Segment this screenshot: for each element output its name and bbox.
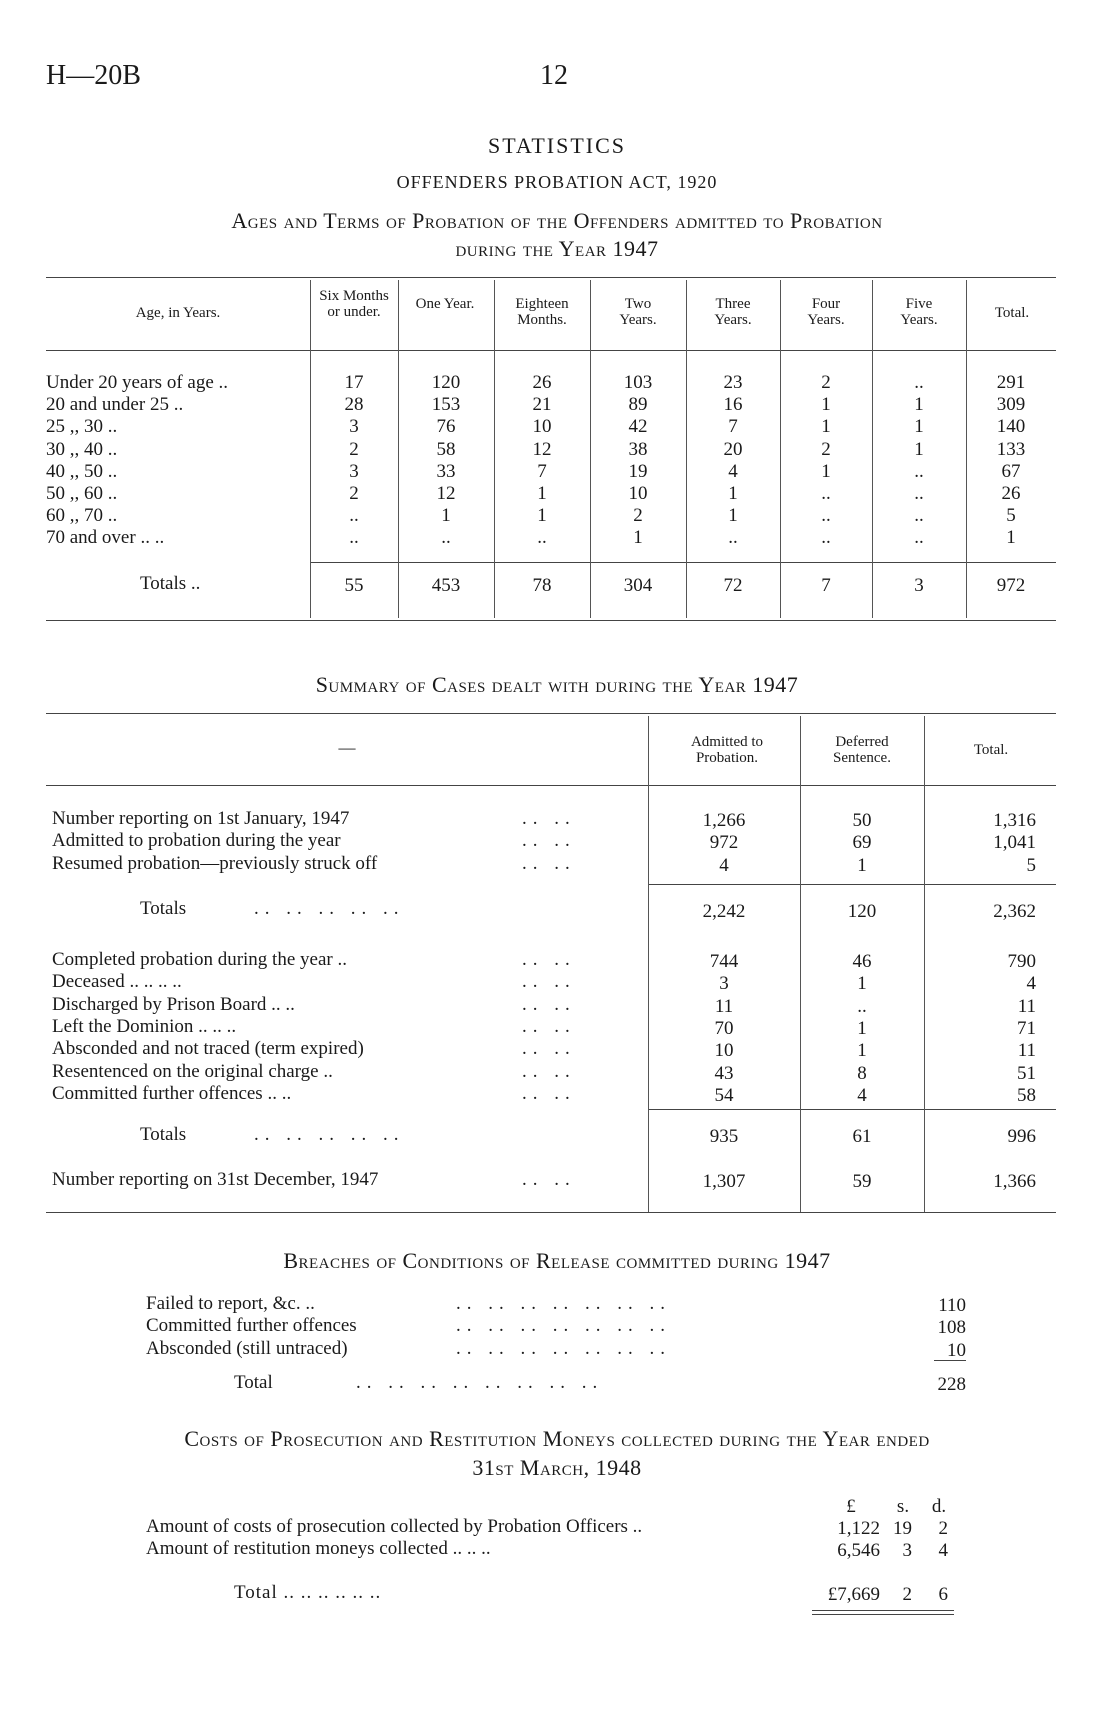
breach-item-value: 110 bbox=[938, 1295, 966, 1316]
ages-table-cell: 309 bbox=[996, 394, 1026, 416]
cost-item-shillings: 19 bbox=[893, 1518, 912, 1539]
summary-header-total: Total. bbox=[973, 742, 1009, 758]
ages-table-cell: 3 bbox=[349, 460, 359, 482]
ages-table-cell: .. bbox=[821, 483, 831, 505]
age-group-label: 30 ,, 40 .. bbox=[46, 438, 118, 460]
summary-row-total: 11 bbox=[1017, 1040, 1036, 1062]
ages-table-cell: 1 bbox=[821, 416, 831, 438]
summary-row-deferred: 69 bbox=[852, 832, 872, 854]
summary-row-label: Committed further offences .. .. bbox=[52, 1082, 292, 1104]
summary-row-deferred: 46 bbox=[852, 951, 872, 972]
ages-table-cell: .. bbox=[914, 372, 924, 394]
summary-row-label: Admitted to probation during the year bbox=[52, 830, 341, 852]
ages-table-cell: 67 bbox=[1001, 460, 1021, 482]
ages-table-cell: 291 bbox=[996, 372, 1026, 394]
cost-item-pence: 4 bbox=[938, 1540, 948, 1562]
summary-row-deferred: 8 bbox=[857, 1062, 867, 1084]
ages-total-one-year: 453 bbox=[431, 575, 461, 596]
ages-table-cell: 26 bbox=[532, 372, 552, 394]
summary-row-deferred: 1 bbox=[857, 854, 867, 876]
ages-table-cell: 120 bbox=[431, 372, 461, 394]
summary-totals2-total: 996 bbox=[1007, 1126, 1036, 1147]
costs-header-pounds: £ bbox=[846, 1496, 856, 1517]
summary-row-leader: .. .. bbox=[522, 1038, 576, 1060]
ages-table-cell: .. bbox=[349, 505, 359, 527]
ages-table-cell: 1 bbox=[914, 416, 924, 438]
ages-table-cell: 2 bbox=[349, 438, 359, 460]
ages-table-cell: 20 bbox=[723, 438, 743, 460]
summary-totals2-label: Totals bbox=[140, 1124, 187, 1145]
breaches-total-value: 228 bbox=[937, 1374, 966, 1395]
ages-table-title-line2: during the Year 1947 bbox=[455, 236, 659, 261]
statistics-title: STATISTICS bbox=[487, 133, 627, 158]
ages-header-total: Total. bbox=[994, 305, 1030, 321]
summary-totals1-label: Totals bbox=[140, 898, 187, 919]
summary-row-total: 1,316 bbox=[993, 810, 1036, 831]
ages-table-cell: 1 bbox=[537, 505, 547, 527]
summary-row-leader: .. .. bbox=[522, 993, 576, 1015]
ages-table-cell: 1 bbox=[537, 483, 547, 505]
ages-totals-label: Totals .. bbox=[140, 573, 201, 594]
costs-title-line1: Costs of Prosecution and Restitution Moneys collected during the Year ended bbox=[184, 1426, 930, 1451]
ages-table-cell: .. bbox=[821, 527, 831, 549]
ages-table-cell: 2 bbox=[633, 505, 643, 527]
summary-closing-admitted: 1,307 bbox=[702, 1171, 746, 1192]
costs-total-pence: 6 bbox=[938, 1584, 948, 1605]
ages-table-cell: 1 bbox=[728, 483, 738, 505]
summary-row-label: Resumed probation—previously struck off bbox=[52, 852, 378, 874]
ages-table-cell: .. bbox=[914, 460, 924, 482]
ages-table-row bbox=[46, 505, 1056, 527]
ages-total-grand: 972 bbox=[996, 575, 1026, 596]
costs-total-double-rule bbox=[812, 1610, 954, 1611]
ages-table-cell: .. bbox=[821, 505, 831, 527]
ages-table-row bbox=[46, 394, 1056, 416]
ages-table-cell: .. bbox=[349, 527, 359, 549]
ages-table-cell: .. bbox=[537, 527, 547, 549]
ages-total-five-years: 3 bbox=[914, 575, 924, 596]
cost-item-pounds: 6,546 bbox=[837, 1540, 880, 1562]
ages-table-cell: 12 bbox=[436, 483, 456, 505]
summary-row-leader: .. .. bbox=[522, 852, 576, 874]
summary-row-label: Number reporting on 1st January, 1947 bbox=[52, 808, 350, 829]
ages-table-cell: 19 bbox=[628, 460, 648, 482]
summary-row-label: Left the Dominion .. .. .. bbox=[52, 1015, 237, 1037]
summary-row-admitted: 3 bbox=[719, 973, 729, 995]
summary-closing-total: 1,366 bbox=[993, 1171, 1036, 1192]
ages-table-cell: 1 bbox=[914, 394, 924, 416]
ages-table-title-line1: Ages and Terms of Probation of the Offenders admitted to Probation bbox=[231, 208, 883, 233]
summary-row-admitted: 972 bbox=[709, 832, 739, 854]
summary-row-admitted: 70 bbox=[714, 1017, 734, 1039]
ages-header-two-years: Two Years. bbox=[619, 296, 657, 328]
ages-table-cell: 33 bbox=[436, 460, 456, 482]
summary-row-label: Deceased .. .. .. .. bbox=[52, 971, 182, 993]
age-group-label: 50 ,, 60 .. bbox=[46, 483, 118, 505]
act-subtitle: OFFENDERS PROBATION ACT, 1920 bbox=[396, 172, 718, 192]
ages-table-cell: 1 bbox=[728, 505, 738, 527]
age-group-label: 40 ,, 50 .. bbox=[46, 460, 118, 482]
age-group-label: 20 and under 25 .. bbox=[46, 394, 184, 416]
ages-table-cell: 89 bbox=[628, 394, 648, 416]
summary-row-leader: .. .. bbox=[522, 1060, 576, 1082]
ages-table-cell: .. bbox=[914, 483, 924, 505]
summary-title: Summary of Cases dealt with during the Year 1947 bbox=[315, 672, 799, 697]
summary-row-total: 11 bbox=[1017, 995, 1036, 1017]
ages-table-row bbox=[46, 527, 1056, 549]
summary-header-deferred: Deferred Sentence. bbox=[833, 734, 891, 766]
ages-table-cell: 76 bbox=[436, 416, 456, 438]
page-code: H—20B bbox=[46, 60, 141, 91]
summary-header-dash: — bbox=[338, 738, 356, 757]
summary-row-admitted: 54 bbox=[714, 1084, 734, 1106]
ages-header-one-year: One Year. bbox=[415, 296, 475, 312]
breach-item-label: Committed further offences bbox=[146, 1315, 357, 1337]
ages-table-cell: 5 bbox=[1006, 505, 1016, 527]
age-group-label: 60 ,, 70 .. bbox=[46, 505, 118, 527]
ages-table-cell: 4 bbox=[728, 460, 738, 482]
summary-row-admitted: 4 bbox=[719, 854, 729, 876]
cost-item-shillings: 3 bbox=[902, 1540, 912, 1562]
ages-table-cell: 42 bbox=[628, 416, 648, 438]
breaches-total-label: Total bbox=[234, 1372, 273, 1393]
cost-item-label: Amount of costs of prosecution collected by Probation Officers .. bbox=[146, 1516, 643, 1537]
costs-total-label: Total .. .. .. .. .. .. bbox=[234, 1582, 382, 1603]
summary-closing-deferred: 59 bbox=[852, 1171, 872, 1192]
ages-table-cell: 7 bbox=[537, 460, 547, 482]
ages-table-cell: 17 bbox=[344, 372, 364, 394]
summary-totals1-total: 2,362 bbox=[993, 901, 1036, 922]
summary-totals2-admitted: 935 bbox=[709, 1126, 739, 1147]
page-number: 12 bbox=[540, 60, 568, 91]
summary-row-deferred: 50 bbox=[852, 810, 872, 831]
ages-table-cell: 16 bbox=[723, 394, 743, 416]
summary-row-total: 71 bbox=[1017, 1017, 1036, 1039]
ages-table-cell: 133 bbox=[996, 438, 1026, 460]
breach-item-leader: .. .. .. .. .. .. .. bbox=[456, 1337, 671, 1359]
breach-item-value: 10 bbox=[947, 1339, 966, 1361]
summary-row-deferred: 1 bbox=[857, 1040, 867, 1062]
summary-row-label: Absconded and not traced (term expired) bbox=[52, 1038, 364, 1060]
ages-table-row bbox=[46, 372, 1056, 394]
summary-totals1-deferred: 120 bbox=[847, 901, 877, 922]
costs-total-pounds: £7,669 bbox=[827, 1584, 880, 1605]
breach-item-value: 108 bbox=[937, 1317, 966, 1339]
breach-item-label: Absconded (still untraced) bbox=[146, 1337, 348, 1359]
breach-item-leader: .. .. .. .. .. .. .. bbox=[456, 1293, 671, 1314]
ages-table-row bbox=[46, 461, 1056, 483]
summary-row-leader: .. .. bbox=[522, 1082, 576, 1104]
breaches-total-leader: .. .. .. .. .. .. .. .. bbox=[356, 1372, 604, 1393]
ages-total-four-years: 7 bbox=[821, 575, 831, 596]
cost-item-label: Amount of restitution moneys collected .. .. .. bbox=[146, 1538, 491, 1560]
ages-table-cell: 1 bbox=[633, 527, 643, 549]
ages-table-cell: 1 bbox=[821, 460, 831, 482]
costs-header-shillings: s. bbox=[896, 1496, 910, 1517]
summary-row-total: 58 bbox=[1017, 1084, 1036, 1106]
summary-row-admitted: 744 bbox=[709, 951, 739, 972]
ages-header-six-months: Six Months or under. bbox=[319, 288, 389, 320]
ages-table-cell: 1 bbox=[914, 438, 924, 460]
ages-table-cell: 3 bbox=[349, 416, 359, 438]
costs-total-shillings: 2 bbox=[902, 1584, 912, 1605]
breach-item-label: Failed to report, &c. .. bbox=[146, 1293, 315, 1314]
ages-table-cell: .. bbox=[914, 505, 924, 527]
summary-row-label: Completed probation during the year .. bbox=[52, 949, 347, 970]
ages-table-cell: .. bbox=[728, 527, 738, 549]
ages-table-cell: 2 bbox=[349, 483, 359, 505]
summary-row-admitted: 11 bbox=[714, 995, 734, 1017]
ages-header-eighteen-months: Eighteen Months. bbox=[515, 296, 569, 328]
ages-table-cell: 7 bbox=[728, 416, 738, 438]
summary-totals1-admitted: 2,242 bbox=[702, 901, 746, 922]
ages-table-cell: 38 bbox=[628, 438, 648, 460]
summary-totals1-leader: .. .. .. .. .. bbox=[254, 898, 405, 919]
ages-table-cell: .. bbox=[914, 527, 924, 549]
ages-table-cell: 103 bbox=[623, 372, 653, 394]
ages-table-cell: 10 bbox=[628, 483, 648, 505]
ages-total-eighteen-months: 78 bbox=[532, 575, 552, 596]
summary-closing-label: Number reporting on 31st December, 1947 bbox=[52, 1169, 379, 1190]
age-group-label: Under 20 years of age .. bbox=[46, 372, 229, 394]
ages-table-cell: 21 bbox=[532, 394, 552, 416]
ages-table-cell: 10 bbox=[532, 416, 552, 438]
ages-table-cell: 140 bbox=[996, 416, 1026, 438]
ages-total-six-months: 55 bbox=[344, 575, 364, 596]
summary-row-deferred: 1 bbox=[857, 973, 867, 995]
costs-title-line2: 31st March, 1948 bbox=[472, 1455, 642, 1480]
summary-totals2-deferred: 61 bbox=[852, 1126, 872, 1147]
ages-table-row bbox=[46, 416, 1056, 438]
ages-table-cell: 2 bbox=[821, 372, 831, 394]
ages-table-row bbox=[46, 483, 1056, 505]
summary-row-label: Discharged by Prison Board .. .. bbox=[52, 993, 295, 1015]
ages-table-row bbox=[46, 439, 1056, 461]
summary-row-deferred: 1 bbox=[857, 1017, 867, 1039]
summary-row-deferred: 4 bbox=[857, 1084, 867, 1106]
summary-row-leader: .. .. bbox=[522, 971, 576, 993]
ages-table-cell: 1 bbox=[1006, 527, 1016, 549]
summary-header-admitted: Admitted to Probation. bbox=[690, 734, 764, 766]
ages-table-cell: 26 bbox=[1001, 483, 1021, 505]
ages-table-cell: 12 bbox=[532, 438, 552, 460]
summary-row-leader: .. .. bbox=[522, 949, 576, 970]
summary-row-total: 5 bbox=[1026, 854, 1036, 876]
summary-totals2-leader: .. .. .. .. .. bbox=[254, 1124, 405, 1145]
cost-item-pence: 2 bbox=[938, 1518, 948, 1539]
summary-row-leader: .. .. bbox=[522, 808, 576, 829]
summary-row-total: 51 bbox=[1017, 1062, 1036, 1084]
ages-table-cell: 28 bbox=[344, 394, 364, 416]
summary-row-leader: .. .. bbox=[522, 1015, 576, 1037]
summary-row-total: 790 bbox=[1007, 951, 1036, 972]
summary-row-total: 1,041 bbox=[993, 832, 1036, 854]
ages-table-cell: 1 bbox=[821, 394, 831, 416]
ages-header-four-years: Four Years. bbox=[807, 296, 845, 328]
summary-row-admitted: 10 bbox=[714, 1040, 734, 1062]
cost-item-pounds: 1,122 bbox=[837, 1518, 880, 1539]
ages-table-cell: .. bbox=[441, 527, 451, 549]
summary-row-deferred: .. bbox=[857, 995, 867, 1017]
summary-row-total: 4 bbox=[1026, 973, 1036, 995]
summary-row-admitted: 1,266 bbox=[702, 810, 746, 831]
ages-table-cell: 23 bbox=[723, 372, 743, 394]
age-group-label: 25 ,, 30 .. bbox=[46, 416, 118, 438]
ages-header-five-years: Five Years. bbox=[900, 296, 938, 328]
ages-table-cell: 58 bbox=[436, 438, 456, 460]
ages-table-cell: 1 bbox=[441, 505, 451, 527]
summary-closing-leader: .. .. bbox=[522, 1169, 576, 1190]
costs-header-pence: d. bbox=[931, 1496, 947, 1517]
summary-row-label: Resentenced on the original charge .. bbox=[52, 1060, 333, 1082]
ages-header-age: Age, in Years. bbox=[135, 305, 221, 321]
ages-table-cell: 153 bbox=[431, 394, 461, 416]
ages-table-cell: 2 bbox=[821, 438, 831, 460]
breaches-title: Breaches of Conditions of Release committed during 1947 bbox=[283, 1248, 831, 1273]
summary-row-admitted: 43 bbox=[714, 1062, 734, 1084]
ages-total-three-years: 72 bbox=[723, 575, 743, 596]
ages-table bbox=[46, 372, 1056, 550]
ages-header-three-years: Three Years. bbox=[714, 296, 752, 328]
age-group-label: 70 and over .. .. bbox=[46, 527, 165, 549]
summary-row-leader: .. .. bbox=[522, 830, 576, 852]
ages-total-two-years: 304 bbox=[623, 575, 653, 596]
breach-item-leader: .. .. .. .. .. .. .. bbox=[456, 1315, 671, 1337]
